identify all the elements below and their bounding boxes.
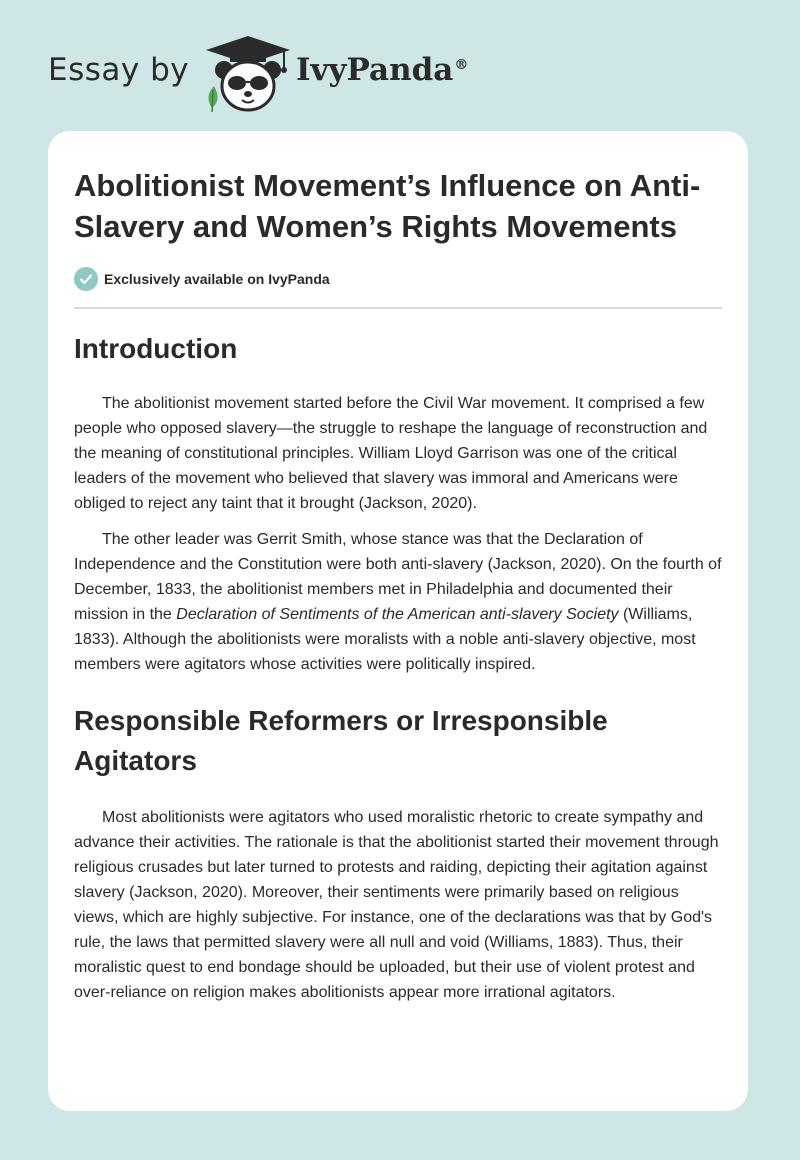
exclusive-badge-text: Exclusively available on IvyPanda <box>104 271 330 287</box>
paragraph: The abolitionist movement started before the Civil War movement. It comprised a few people who opposed slavery—the struggle to reshape the language of reconstruction and the meaning of constitutional principles. William Lloyd Garrison was one of the critical leaders of the movement who believed that slavery was immoral and Americans were obliged to reject any taint that it brought (Jackson, 2020). <box>74 395 708 512</box>
panda-graduate-icon <box>202 34 294 114</box>
paragraph-text: The other leader was Gerrit Smith, whose stance was that the Declaration of Independence and the Constitution were both anti-slavery (Jackson, 2020). On the fourth of December, 1833, the abolitionist members met in Philadelphia and documented their mission in the <box>74 531 722 623</box>
paragraph <box>74 527 722 677</box>
paragraph: Most abolitionists were agitators who used moralistic rhetoric to create sympathy and advance their activities. The rationale is that the abolitionist started their movement through religious crusades but later turned to protests and raiding, depicting their agitation against slavery (Jackson, 2020). Moreover, their sentiments were primarily based on religious views, which are highly subjective. For instance, one of the declarations was that by God's rule, the laws that permitted slavery were all null and void (Williams, 1883). Thus, their moralistic quest to end bondage should be uploaded, but their use of violent protest and over-reliance on religion makes abolitionists appear more irrational agitators. <box>74 809 719 1001</box>
section-heading-introduction: Introduction <box>74 333 238 364</box>
exclusive-badge <box>74 267 722 291</box>
site-brand[interactable] <box>48 34 508 114</box>
section-heading-reformers: Responsible Reformers or Irresponsible Agitators <box>74 705 608 776</box>
title-divider <box>74 307 722 309</box>
essay-by-label: Essay by <box>48 52 190 88</box>
declaration-title: Declaration of Sentiments of the American anti-slavery Society <box>176 606 619 623</box>
registered-mark: ® <box>454 56 469 73</box>
essay-card <box>48 131 748 1111</box>
brand-name <box>296 52 468 88</box>
paragraph-text: (Williams, 1833). Although the abolitionists were moralists with a noble anti-slavery objective, most members were agitators whose activities were politically inspired. <box>74 606 696 673</box>
check-icon <box>74 267 98 291</box>
brand-name-text: IvyPanda <box>296 52 454 88</box>
check-glyph-icon <box>79 272 93 286</box>
essay-title: Abolitionist Movement’s Influence on Anti-Slavery and Women’s Rights Movements <box>74 168 701 244</box>
